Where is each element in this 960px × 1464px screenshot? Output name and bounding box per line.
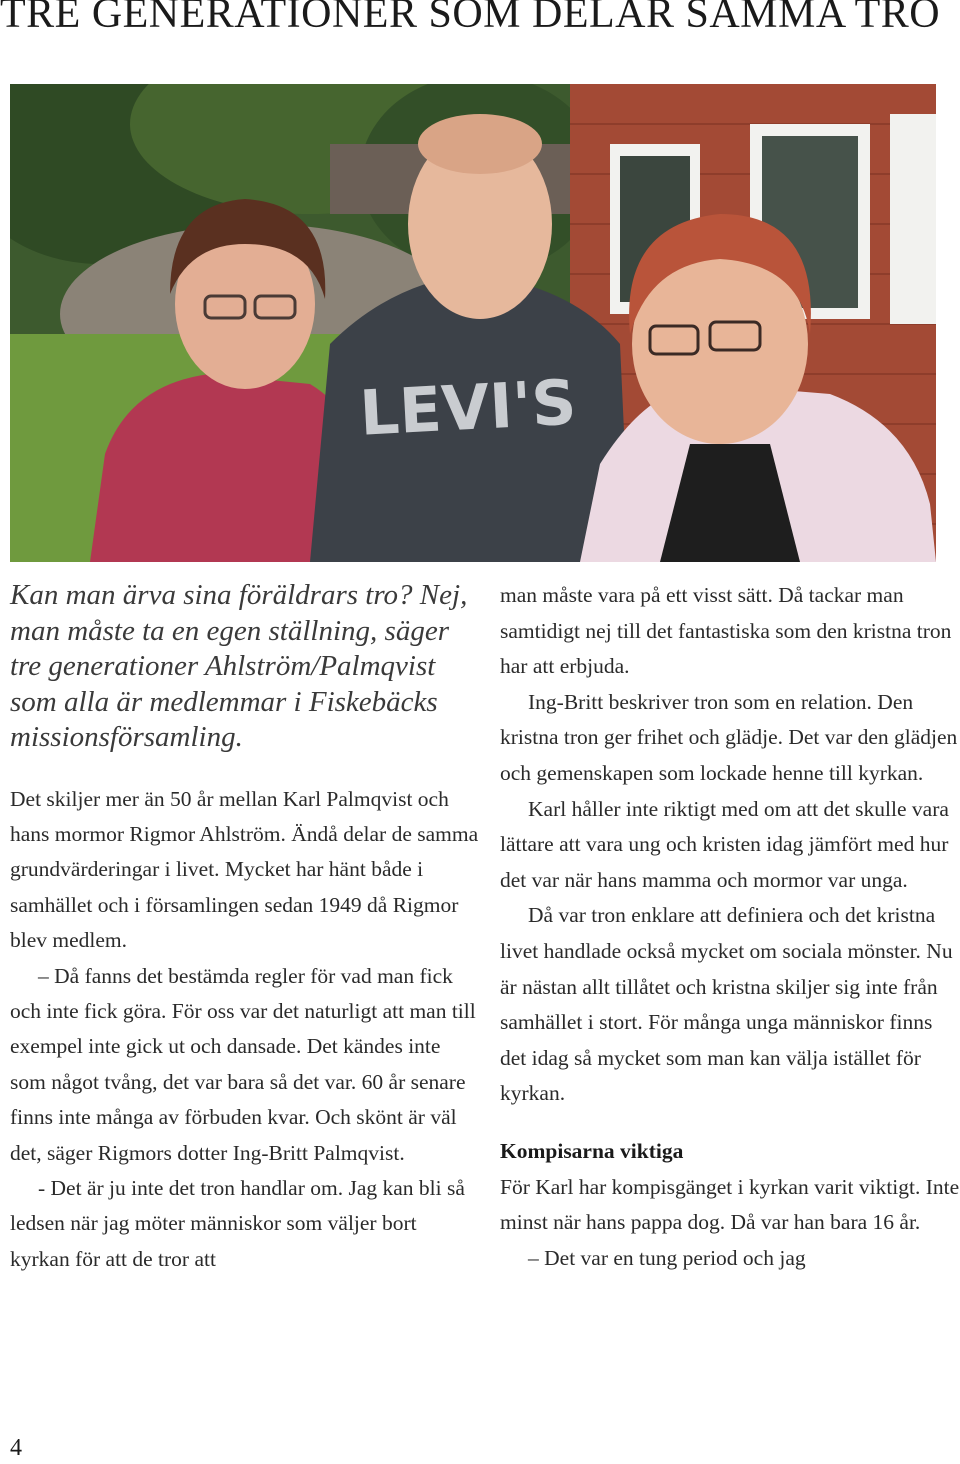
body-paragraph: - Det är ju inte det tron handlar om. Jag kan bli så ledsen när jag möter människor som väljer bort kyrkan för att de tror att	[10, 1175, 465, 1271]
body-paragraph: Ing-Britt beskriver tron som en relation. Den kristna tron ger frihet och glädje. Det var den glädjen och gemenskapen som lockade henne till kyrkan.	[500, 689, 958, 785]
left-column	[10, 578, 480, 1277]
shirt-logo: LEVI'S	[357, 365, 578, 450]
body-paragraph: – Det var en tung period och jag	[528, 1245, 806, 1270]
right-column	[500, 578, 960, 1276]
body-paragraph: För Karl har kompisgänget i kyrkan varit viktigt. Inte minst när hans pappa dog. Då var han bara 16 år.	[500, 1174, 960, 1235]
body-paragraph: – Då fanns det bestämda regler för vad man fick och inte fick göra. För oss var det naturligt att man till exempel inte gick ut och dansade. Det kändes inte som något tvång, det var bara så det var. 60 år senare finns inte många av förbuden kvar. Och skönt är väl det, säger Rigmors dotter Ing-Britt Palmqvist.	[10, 963, 476, 1165]
body-paragraph: Då var tron enklare att definiera och det kristna livet handlade också mycket om sociala mönster. Nu är nästan allt tillåtet och kristna skiljer sig inte från samhället i stort. För många unga människor finns det idag så mycket som man kan välja istället för kyrkan.	[500, 903, 953, 1106]
body-paragraph: man måste vara på ett visst sätt. Då tackar man samtidigt nej till det fantastiska som den kristna tron har att erbjuda.	[500, 583, 952, 679]
section-subheading: Kompisarna viktiga	[500, 1138, 684, 1163]
family-photo	[10, 84, 936, 562]
body-paragraph: Karl håller inte riktigt med om att det skulle vara lättare att vara ung och kristen idag jämfört med hur det var när hans mamma och mormor var unga.	[500, 796, 949, 892]
lead-paragraph: Kan man ärva sina föräldrars tro? Nej, man måste ta en egen ställning, säger tre generationer Ahlström/Palmqvist som alla är medlemmar i Fiskebäcks missionsförsamling.	[10, 579, 468, 753]
article-headline: TRE GENERATIONER SOM DELAR SAMMA TRO	[0, 0, 941, 37]
page-number: 4	[10, 1435, 22, 1461]
body-paragraph: Det skiljer mer än 50 år mellan Karl Palmqvist och hans mormor Rigmor Ahlström. Ändå delar de samma grundvärderingar i livet. Mycket har hänt både i samhället och i församlingen sedan 1949 då Rigmor blev medlem.	[10, 786, 479, 953]
